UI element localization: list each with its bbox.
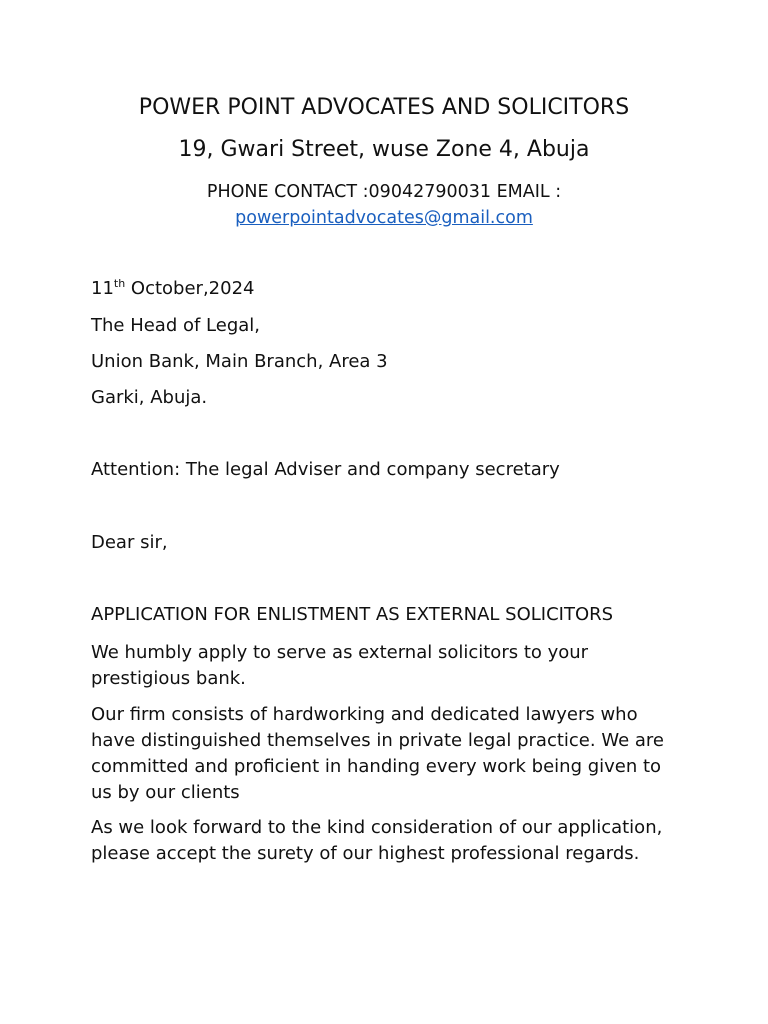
letter-subject: APPLICATION FOR ENLISTMENT AS EXTERNAL SOLICITORS [91, 604, 614, 625]
body-paragraph-3: As we look forward to the kind consideration of our application, please accept the surety of our highest professional regards. [91, 817, 663, 864]
email-link[interactable]: powerpointadvocates@gmail.com [235, 208, 533, 228]
date-suffix: th [113, 277, 126, 290]
salutation: Dear sir, [91, 532, 168, 553]
recipient-line-3: Garki, Abuja. [91, 387, 208, 408]
phone-contact: PHONE CONTACT :09042790031 EMAIL : [206, 182, 562, 202]
attention-line: Attention: The legal Adviser and company secretary [91, 459, 560, 480]
date-rest: October,2024 [125, 278, 255, 299]
firm-name: POWER POINT ADVOCATES AND SOLICITORS [138, 95, 630, 120]
body-paragraph-1: We humbly apply to serve as external solicitors to your prestigious bank. [91, 642, 589, 689]
firm-address: 19, Gwari Street, wuse Zone 4, Abuja [178, 137, 590, 162]
recipient-line-2: Union Bank, Main Branch, Area 3 [91, 351, 388, 372]
date-day: 11 [91, 278, 114, 299]
letter-date [91, 276, 681, 302]
contact-block [0, 179, 768, 231]
recipient-line-1: The Head of Legal, [91, 315, 261, 336]
body-paragraph-2: Our firm consists of hardworking and dedicated lawyers who have distinguished themselves in private legal practice. We are committed and proficient in handing every work being given to us by our clients [91, 704, 664, 803]
